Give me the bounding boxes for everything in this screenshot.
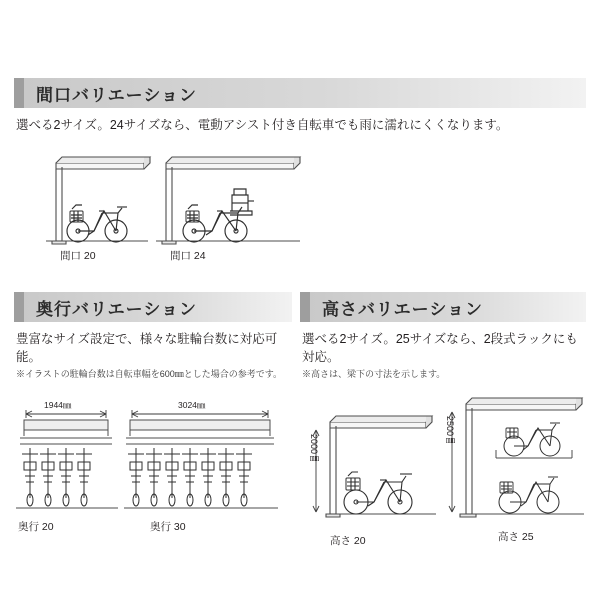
section-title-bar: [310, 292, 586, 322]
illustration-height-20: [300, 396, 440, 556]
section-note-height: ※高さは、梁下の寸法を示します。: [302, 369, 446, 379]
depth-figures: [14, 386, 292, 546]
section-header-width: [14, 78, 586, 108]
illustration-depth-20: [14, 392, 124, 542]
section-header-height: [300, 292, 586, 322]
dimension-depth-30: 3024㎜: [178, 400, 206, 411]
caption-height-25: 高さ 25: [498, 531, 534, 544]
section-title-depth: 奥行バリエーション: [36, 299, 197, 319]
section-width: [14, 78, 586, 275]
dimension-height-20: 2000㎜: [309, 434, 319, 464]
section-lead-depth: 豊富なサイズ設定で、様々な駐輪台数に対応可能。: [16, 332, 278, 364]
section-title-bar: [24, 292, 292, 322]
section-header-depth: [14, 292, 292, 322]
section-lead-height: 選べる2サイズ。25サイズなら、2段式ラックにも対応。: [302, 332, 578, 364]
section-marker: [14, 292, 24, 322]
caption-width-20: 間口 20: [60, 249, 96, 262]
caption-depth-20: 奥行 20: [18, 521, 54, 534]
section-note-depth: ※イラストの駐輪台数は自転車幅を600㎜とした場合の参考です。: [16, 369, 283, 379]
illustration-width-20: [32, 145, 152, 265]
section-height: [300, 292, 586, 566]
dimension-depth-20: 1944㎜: [44, 400, 72, 411]
caption-depth-30: 奥行 30: [150, 521, 186, 534]
illustration-width-24: [144, 145, 304, 265]
section-depth: [14, 292, 292, 546]
width-figures: [14, 145, 586, 275]
dimension-height-25: 2500㎜: [445, 416, 455, 446]
section-title-width: 間口バリエーション: [36, 85, 197, 105]
caption-width-24: 間口 24: [170, 249, 206, 262]
section-marker: [300, 292, 310, 322]
illustration-height-25: [436, 390, 586, 550]
caption-height-20: 高さ 20: [330, 535, 366, 548]
section-title-bar: [24, 78, 586, 108]
section-lead-width: 選べる2サイズ。24サイズなら、電動アシスト付き自転車でも雨に濡れにくくなります。: [16, 118, 509, 132]
illustration-depth-30: [122, 392, 282, 542]
section-marker: [14, 78, 24, 108]
height-figures: [300, 386, 586, 566]
section-title-height: 高さバリエーション: [322, 299, 483, 319]
